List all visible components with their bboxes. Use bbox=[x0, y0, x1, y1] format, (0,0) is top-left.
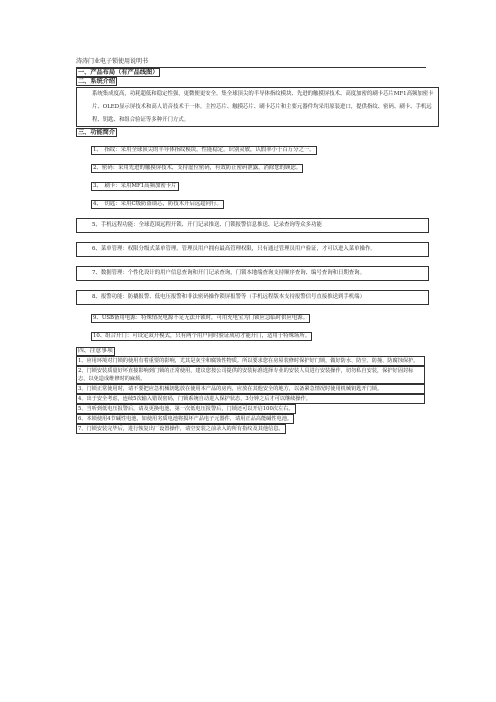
feature-item: 3、 刷卡：采用MF1高频加密卡片 bbox=[93, 183, 177, 190]
section-heading-notes: 四、注意事项 bbox=[78, 347, 113, 354]
note-item: 6、本锁使用4节碱性电池，如使用劣质电池将损坏产品电子元器件，请用正品高能碱性电池。 bbox=[78, 415, 293, 422]
feature-item: 1、 指纹：采用全球顶尖的半导体指纹模块，性能稳定，识别灵敏，认假率小于百万分之一。 bbox=[93, 147, 315, 154]
note-item: 5、当听到低电压报警后，请及更换电池，第一次低电压报警后，门锁还可以开启100次左右。 bbox=[78, 405, 294, 412]
feature-item: 6、菜单管理：权限分级式菜单管理，管理员用户拥有最高管理权限，只有通过管理员用户验证，才可以进入菜单操作。 bbox=[76, 242, 429, 257]
note-item: 1、应用环境对门锁的使用有着重要的影响，尤其是灰尘和腐蚀性物质。所以要求您在房屋装修时保护好门锁，做好防水、防尘、防撞、防腐蚀保护。 bbox=[76, 356, 425, 366]
document-title: 涛涛门业电子锁使用说明书 bbox=[76, 58, 149, 65]
feature-item: 7、数据管理：个性化设计的用户信息查询和开门记录查询，门锁本地端查询支持顺序查询、编号查询和日期查询。 bbox=[76, 266, 429, 281]
feature-item: 5、手机远程功能：全球范围远程开锁、开门记录推送、门锁报警信息推送、记录查询等众多功能 bbox=[76, 218, 429, 233]
feature-item: 9、USB备用电源：特殊情况电源不足无法开锁时，可用充电宝为门锁应急临时供应电源。 bbox=[93, 314, 309, 321]
note-item: 4、出于安全考虑，连续5次输入错误密码，门锁系统自动进入保护状态，3分钟之后才可以继续操作。 bbox=[76, 394, 425, 404]
note-item: 7、门锁安装完毕后，进行恢复出厂设置操作，请空安装之前录入的所有指纹及其他信息。 bbox=[78, 425, 284, 432]
feature-item: 8、报警功能：防撬报警、低电压报警和非法密码操作锁屏报警等（手机远程版本支持报警信号直接推送到手机端） bbox=[76, 290, 429, 305]
feature-item: 10、组合开门：可设定双开模式，只有两个用户同时验证成功才能开门，适用于特殊场所。 bbox=[93, 332, 311, 339]
note-item: 2、门锁安装质量好坏直接影响到门锁的正常使用，建议您按公司提供的安装标准选择专业的安装人员进行安装操作，切勿私自安装，保护好固封标志，以免造成维修时的麻烦。 bbox=[76, 366, 425, 384]
document-page bbox=[76, 58, 434, 434]
feature-item: 2、密码：采用先进的触摸屏技术，支持虚位密码，有效防止密码泄露，消除您的顾虑。 bbox=[93, 165, 302, 172]
section-heading-layout: 一、产品布局（有产品线图） bbox=[78, 69, 159, 76]
section-heading-system: 二、系统介绍 bbox=[78, 78, 116, 85]
section-heading-features: 三、功能简介 bbox=[78, 129, 116, 137]
feature-item: 4、 钥匙：采用C级防盗锁芯，防技术开启远超同行。 bbox=[93, 201, 222, 208]
system-intro-paragraph: 系统集成度高，功耗超低和稳定性强，更微便更安全。集全球顶尖的半导体指纹模块、先进的触摸屏技术、高度加密的刷卡芯片MF1高频加密卡片、OLED显示屏技术和高人语音技术于一体。主控芯片、触摸芯片、刷卡芯片和主要元器件均采用原装进口，提供指纹、密码、刷卡、手机远程、钥匙、和组合验证等多种开门方式。 bbox=[76, 87, 439, 127]
note-item: 3、门锁正常使用时，请不要把应急机械钥匙放在使用本产品的房内，应放在其他安全的地方，以备紧急情况时使用机械钥匙开门锁。 bbox=[76, 384, 425, 394]
